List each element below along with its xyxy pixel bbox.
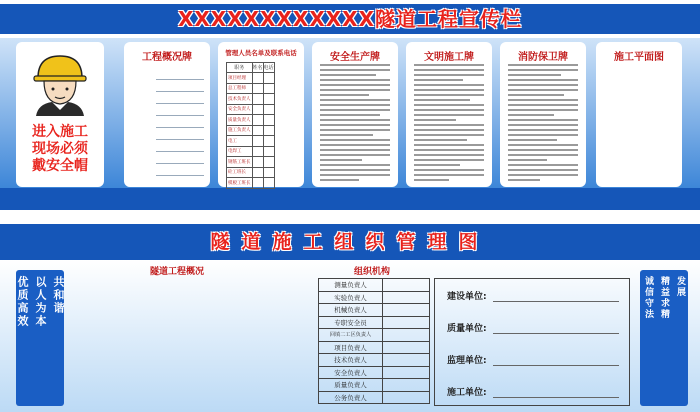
- safety-slogan: [16, 124, 104, 175]
- units-box: [434, 278, 630, 406]
- org-role: 测量负责人: [319, 279, 383, 292]
- org-structure-label: 组织机构: [354, 267, 391, 277]
- org-role: 技术负责人: [319, 354, 383, 367]
- worker-helmet-icon: [30, 50, 90, 116]
- site-plan-panel: [596, 42, 682, 187]
- civilized-construction-panel: [406, 42, 492, 187]
- slogan-line: 戴安全帽: [32, 158, 88, 174]
- column-header: 职务: [227, 63, 253, 73]
- staff-role: 技术负责人: [227, 94, 253, 105]
- column-header: 姓名: [252, 63, 263, 73]
- safety-helmet-panel: [16, 42, 104, 187]
- slogan-text: 以人为本: [34, 276, 47, 328]
- org-role: 项目负责人: [319, 341, 383, 354]
- slogan-text: 发展: [675, 276, 685, 298]
- panel-title: 文明施工牌: [424, 52, 474, 63]
- left-slogan-column: [16, 270, 64, 406]
- unit-label: 监理单位:: [447, 356, 487, 366]
- panel-title: 施工平面图: [614, 52, 664, 63]
- panel-title: 工程概况牌: [142, 52, 192, 63]
- panel-title: 安全生产牌: [330, 52, 380, 63]
- project-overview-panel: [124, 42, 210, 187]
- staff-role: 电工: [227, 136, 253, 147]
- right-slogan-column: [640, 270, 688, 406]
- org-role: 质量负责人: [319, 379, 383, 392]
- board-title: XXXXXXXXXXXX隧道工程宣传栏: [177, 7, 523, 31]
- staff-role: 模板工班长: [227, 178, 253, 189]
- org-role: 安全负责人: [319, 366, 383, 379]
- panel-title: 管理人员名单及联系电话: [225, 49, 297, 57]
- staff-role: 钢筋工班长: [227, 157, 253, 168]
- org-role: 公务负责人: [319, 391, 383, 404]
- staff-role: 质量负责人: [227, 115, 253, 126]
- staff-role: 总工程师: [227, 83, 253, 94]
- staff-role: 电焊工: [227, 146, 253, 157]
- body-text-block: [320, 64, 390, 184]
- staff-role: 项目经理: [227, 73, 253, 84]
- column-header: 电话: [263, 63, 274, 73]
- board-title: 隧道施工组织管理图: [210, 231, 490, 253]
- org-role: 回填二工区负责人: [319, 329, 383, 342]
- fire-security-panel: [500, 42, 586, 187]
- slogan-text: 精益求精: [659, 276, 669, 320]
- unit-label: 建设单位:: [447, 292, 487, 302]
- slogan-text: 共和谐: [52, 276, 65, 315]
- org-role: 实验负责人: [319, 291, 383, 304]
- staff-table: [226, 62, 275, 189]
- unit-label: 施工单位:: [447, 388, 487, 398]
- safety-production-panel: [312, 42, 398, 187]
- board-base-bar: [0, 188, 700, 210]
- staff-role: 砼工班长: [227, 167, 253, 178]
- staff-role: 施工负责人: [227, 125, 253, 136]
- slogan-line: 进入施工: [32, 124, 88, 140]
- staff-role: 安全负责人: [227, 104, 253, 115]
- project-overview-label: 隧道工程概况: [150, 267, 205, 277]
- unit-label: 质量单位:: [447, 324, 487, 334]
- org-structure-table: [318, 278, 430, 404]
- org-role: 机械负责人: [319, 304, 383, 317]
- panel-title: 消防保卫牌: [518, 52, 568, 63]
- body-text-block: [414, 64, 484, 184]
- slogan-line: 现场必须: [32, 141, 88, 157]
- organization-board: [0, 218, 700, 412]
- body-text-block: [508, 64, 578, 184]
- management-staff-panel: [218, 42, 304, 187]
- slogan-text: 诚信守法: [643, 276, 653, 320]
- org-role: 专职安全员: [319, 316, 383, 329]
- slogan-text: 优质高效: [16, 276, 29, 328]
